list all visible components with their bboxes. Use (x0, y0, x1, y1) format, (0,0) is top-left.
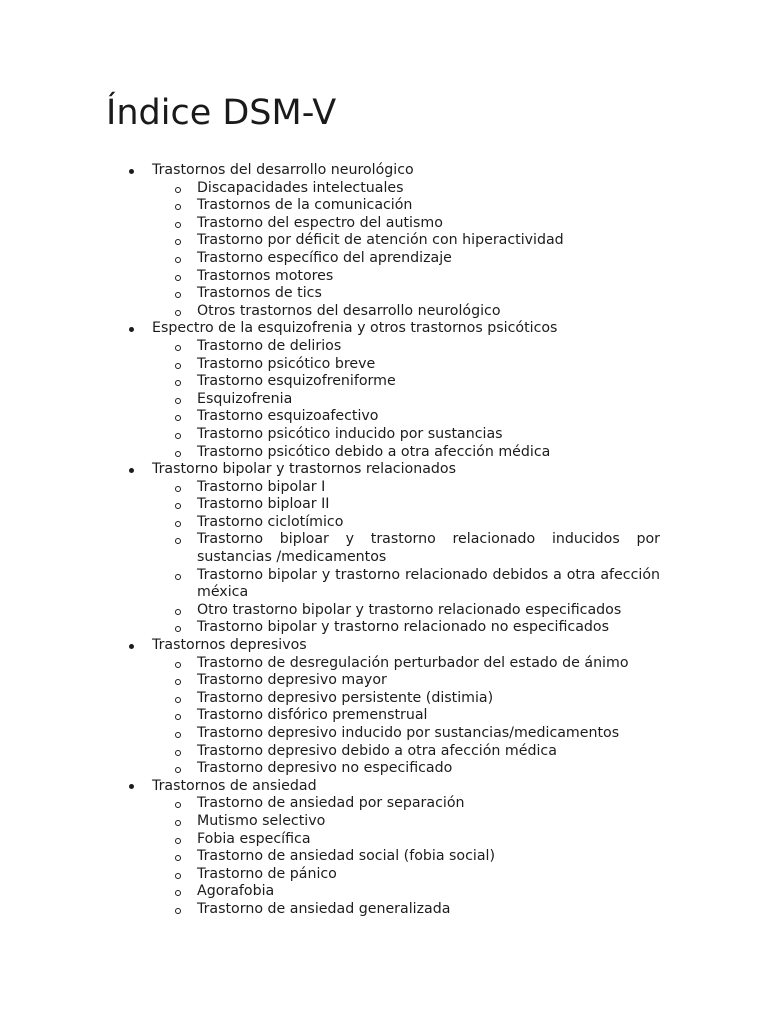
section-label: Espectro de la esquizofrenia y otros trastornos psicóticos (152, 320, 558, 337)
subitem-label: Trastorno bipolar y trastorno relacionado no especificados (197, 619, 609, 636)
bullet-dot-icon (129, 644, 134, 649)
section-heading (0, 461, 768, 479)
toc-subitem (0, 197, 660, 215)
toc-subitem (0, 831, 660, 849)
toc-subitem (0, 602, 660, 620)
toc-subitem (0, 268, 660, 286)
toc-section (0, 637, 768, 778)
subitem-label: Trastorno biploar II (197, 496, 330, 513)
toc-subitem (0, 725, 660, 743)
subsection-list (0, 795, 768, 918)
toc-subitem (0, 356, 660, 374)
toc-subitem (0, 813, 660, 831)
subitem-label: Otro trastorno bipolar y trastorno relacionado especificados (197, 601, 622, 618)
subitem-label: Fobia específica (197, 830, 311, 847)
bullet-circle-icon (175, 433, 181, 439)
bullet-dot-icon (129, 327, 134, 332)
bullet-circle-icon (175, 679, 181, 685)
section-heading (0, 162, 768, 180)
subitem-label: Trastorno depresivo mayor (197, 672, 387, 689)
bullet-circle-icon (175, 732, 181, 738)
toc-subitem (0, 496, 660, 514)
subitem-label: Trastorno de ansiedad por separación (197, 795, 465, 812)
toc-subitem (0, 338, 660, 356)
bullet-circle-icon (175, 222, 181, 228)
subitem-label: Mutismo selectivo (197, 812, 326, 829)
subsection-list (0, 338, 768, 461)
toc-section (0, 320, 768, 461)
bullet-circle-icon (175, 838, 181, 844)
bullet-circle-icon (175, 239, 181, 245)
subsection-list (0, 180, 768, 321)
bullet-circle-icon (175, 890, 181, 896)
toc-section (0, 162, 768, 320)
subitem-label: Trastorno ciclotímico (197, 513, 344, 530)
bullet-circle-icon (175, 292, 181, 298)
bullet-circle-icon (175, 187, 181, 193)
toc-subitem (0, 655, 660, 673)
bullet-circle-icon (175, 750, 181, 756)
toc-subitem (0, 619, 660, 637)
subitem-label: Trastorno por déficit de atención con hiperactividad (197, 232, 564, 249)
section-label: Trastornos de ansiedad (152, 777, 317, 794)
bullet-circle-icon (175, 662, 181, 668)
subitem-label: Trastorno del espectro del autismo (197, 214, 443, 231)
subitem-label: Trastorno de ansiedad social (fobia social) (197, 848, 496, 865)
bullet-circle-icon (175, 204, 181, 210)
toc-subitem (0, 444, 660, 462)
bullet-circle-icon (175, 380, 181, 386)
subitem-label: Trastorno depresivo persistente (distimia) (197, 689, 494, 706)
bullet-circle-icon (175, 873, 181, 879)
bullet-circle-icon (175, 908, 181, 914)
subitem-label: Trastorno de ansiedad generalizada (197, 900, 451, 917)
toc-subitem (0, 531, 660, 566)
toc-subitem (0, 567, 660, 602)
bullet-circle-icon (175, 257, 181, 263)
toc-list (0, 162, 768, 919)
toc-subitem (0, 303, 660, 321)
subitem-label: Trastorno esquizofreniforme (197, 373, 396, 390)
section-heading (0, 778, 768, 796)
toc-subitem (0, 285, 660, 303)
toc-subitem (0, 901, 660, 919)
subitem-label: Trastorno de desregulación perturbador del estado de ánimo (197, 654, 629, 671)
bullet-circle-icon (175, 415, 181, 421)
subitem-label: Trastorno biploar y trastorno relacionado inducidos por sustancias /medicamentos (197, 531, 660, 566)
subitem-label: Trastornos motores (197, 267, 334, 284)
bullet-circle-icon (175, 714, 181, 720)
toc-subitem (0, 866, 660, 884)
subitem-label: Trastorno de delirios (197, 337, 342, 354)
bullet-dot-icon (129, 169, 134, 174)
subitem-label: Trastorno psicótico breve (197, 355, 376, 372)
bullet-circle-icon (175, 363, 181, 369)
toc-subitem (0, 479, 660, 497)
toc-subitem (0, 250, 660, 268)
toc-subitem (0, 795, 660, 813)
toc-subitem (0, 408, 660, 426)
bullet-circle-icon (175, 802, 181, 808)
toc-section (0, 461, 768, 637)
subitem-label: Trastorno bipolar y trastorno relacionado debidos a otra afección méxica (197, 566, 660, 601)
bullet-circle-icon (175, 609, 181, 615)
bullet-circle-icon (175, 275, 181, 281)
bullet-circle-icon (175, 767, 181, 773)
toc-subitem (0, 232, 660, 250)
toc-section (0, 778, 768, 919)
subitem-label: Agorafobia (197, 883, 275, 900)
section-label: Trastornos depresivos (152, 637, 307, 654)
subitem-label: Trastorno depresivo inducido por sustancias/medicamentos (197, 725, 620, 741)
bullet-circle-icon (175, 697, 181, 703)
toc-subitem (0, 690, 660, 708)
subitem-label: Trastornos de tics (197, 285, 322, 302)
subitem-label: Trastornos de la comunicación (197, 197, 413, 214)
subitem-label: Esquizofrenia (197, 390, 293, 407)
toc-subitem (0, 391, 660, 409)
subitem-label: Trastorno depresivo debido a otra afección médica (197, 742, 557, 759)
subitem-label: Trastorno depresivo no especificado (197, 760, 453, 777)
bullet-circle-icon (175, 345, 181, 351)
toc-subitem (0, 180, 660, 198)
bullet-circle-icon (175, 503, 181, 509)
subitem-label: Trastorno bipolar I (197, 478, 326, 495)
subitem-label: Trastorno psicótico inducido por sustancias (197, 425, 503, 442)
section-label: Trastorno bipolar y trastornos relacionados (152, 461, 456, 478)
toc-subitem (0, 743, 660, 761)
subitem-label: Trastorno psicótico debido a otra afección médica (197, 443, 551, 460)
subitem-label: Trastorno esquizoafectivo (197, 408, 379, 425)
bullet-circle-icon (175, 521, 181, 527)
toc-subitem (0, 215, 660, 233)
toc-subitem (0, 707, 660, 725)
subitem-label: Trastorno disfórico premenstrual (197, 707, 428, 724)
toc-subitem (0, 514, 660, 532)
bullet-circle-icon (175, 820, 181, 826)
toc-subitem (0, 373, 660, 391)
section-heading (0, 320, 768, 338)
toc-subitem (0, 883, 660, 901)
bullet-dot-icon (129, 468, 134, 473)
bullet-circle-icon (175, 310, 181, 316)
bullet-circle-icon (175, 398, 181, 404)
toc-subitem (0, 760, 660, 778)
bullet-dot-icon (129, 784, 134, 789)
toc-subitem (0, 848, 660, 866)
bullet-circle-icon (175, 486, 181, 492)
page-title: Índice DSM-V (106, 93, 337, 133)
bullet-circle-icon (175, 626, 181, 632)
bullet-circle-icon (175, 538, 181, 544)
section-heading (0, 637, 768, 655)
subitem-label: Trastorno específico del aprendizaje (197, 249, 452, 266)
subsection-list (0, 655, 768, 778)
subsection-list (0, 479, 768, 637)
bullet-circle-icon (175, 451, 181, 457)
toc-subitem (0, 672, 660, 690)
bullet-circle-icon (175, 855, 181, 861)
toc-subitem (0, 426, 660, 444)
subitem-label: Otros trastornos del desarrollo neurológico (197, 302, 501, 319)
bullet-circle-icon (175, 574, 181, 580)
subitem-label: Discapacidades intelectuales (197, 179, 404, 196)
subitem-label: Trastorno de pánico (197, 865, 337, 882)
section-label: Trastornos del desarrollo neurológico (152, 162, 414, 178)
